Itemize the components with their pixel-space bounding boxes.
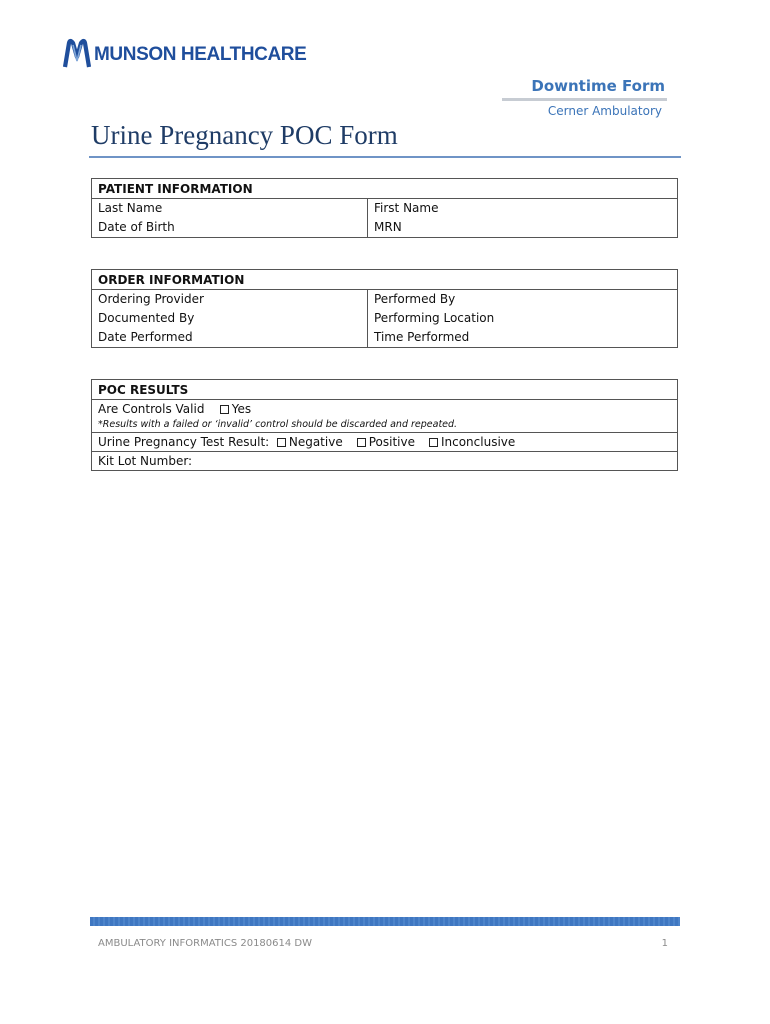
order-information-section [91, 269, 678, 348]
controls-yes-checkbox[interactable] [220, 405, 229, 414]
result-label: Urine Pregnancy Test Result: [98, 435, 270, 449]
section-heading: PATIENT INFORMATION [98, 182, 253, 196]
munson-logo [62, 36, 306, 74]
control-note: *Results with a failed or ‘invalid’ control should be discarded and repeated. [98, 419, 458, 430]
last-name-field[interactable]: Last Name [98, 201, 163, 215]
time-performed-field[interactable]: Time Performed [374, 330, 470, 344]
dob-field[interactable]: Date of Birth [98, 220, 175, 234]
footer-bar [90, 917, 680, 926]
inconclusive-checkbox[interactable] [429, 438, 438, 447]
section-heading: POC RESULTS [98, 383, 189, 397]
controls-valid-label: Are Controls Valid [98, 402, 205, 416]
footer-label: AMBULATORY INFORMATICS 20180614 DW [98, 938, 313, 949]
page-title: Urine Pregnancy POC Form [91, 120, 398, 150]
patient-information-section [91, 178, 678, 238]
first-name-field[interactable]: First Name [374, 201, 439, 215]
inconclusive-label: Inconclusive [440, 435, 516, 449]
ordering-provider-field[interactable]: Ordering Provider [98, 292, 204, 306]
negative-label: Negative [288, 435, 343, 449]
positive-checkbox[interactable] [357, 438, 366, 447]
logo-text: MUNSON HEALTHCARE [94, 44, 307, 65]
mrn-field[interactable]: MRN [374, 220, 402, 234]
cerner-ambulatory-label: Cerner Ambulatory [547, 104, 662, 118]
date-performed-field[interactable]: Date Performed [98, 330, 193, 344]
positive-label: Positive [368, 435, 415, 449]
section-heading: ORDER INFORMATION [98, 273, 245, 287]
header-divider [502, 98, 667, 101]
kit-lot-number-field[interactable]: Kit Lot Number: [98, 454, 193, 468]
poc-results-section [91, 379, 678, 471]
negative-checkbox[interactable] [277, 438, 286, 447]
performing-location-field[interactable]: Performing Location [374, 311, 495, 325]
title-divider [89, 156, 681, 158]
page-number: 1 [661, 938, 668, 949]
performed-by-field[interactable]: Performed By [374, 292, 456, 306]
controls-yes-label: Yes [231, 402, 252, 416]
munson-logo-icon [62, 37, 92, 73]
documented-by-field[interactable]: Documented By [98, 311, 195, 325]
downtime-form-label: Downtime Form [531, 77, 665, 95]
